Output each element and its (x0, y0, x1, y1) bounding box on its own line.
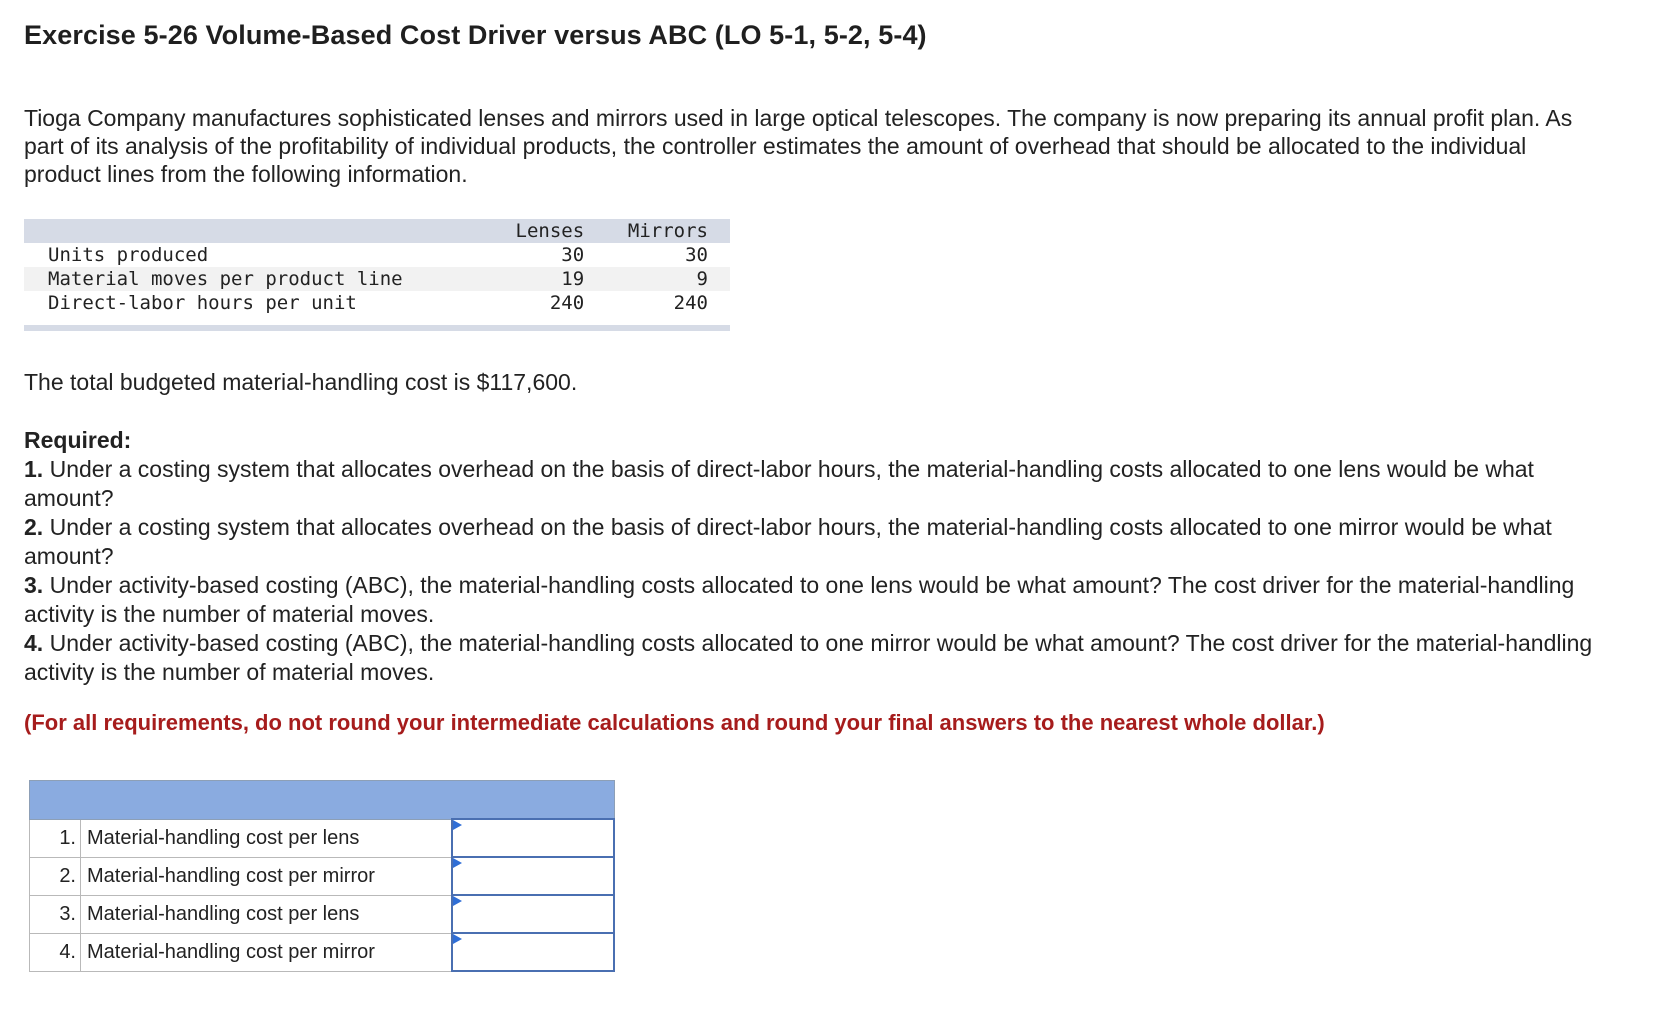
required-item-number: 4. (24, 630, 44, 656)
answer-header-cell (30, 781, 615, 820)
answer-row (30, 933, 615, 971)
lenses-value: 240 (549, 292, 585, 314)
product-data-table (24, 219, 730, 315)
table-row (24, 243, 730, 267)
required-item-number: 2. (24, 514, 44, 540)
required-item (24, 571, 1604, 629)
intro-paragraph: Tioga Company manufactures sophisticated lenses and mirrors used in large optical telescopes. The company is now preparing its annual profit plan. As part of its analysis of the profitability of individual products, the controller estimates the amount of overhead that should be allocated to the individual product lines from the following information. (24, 105, 1573, 187)
mirrors-value: 30 (685, 244, 708, 266)
row-label: Direct-labor hours per unit (48, 292, 357, 314)
mirrors-value: 9 (696, 268, 708, 290)
required-item-number: 1. (24, 456, 44, 482)
row-label: Material moves per product line (48, 268, 403, 290)
answer-table (29, 780, 615, 972)
required-item-text: Under a costing system that allocates overhead on the basis of direct-labor hours, the material-handling costs allocated to one lens would be what amount? (24, 456, 1534, 511)
lenses-value: 30 (561, 244, 585, 266)
answer-input-4[interactable] (453, 936, 613, 968)
input-flag-icon (453, 934, 462, 944)
answer-input-2[interactable] (453, 860, 613, 892)
answer-row (30, 819, 615, 857)
answer-row-number: 1. (30, 819, 81, 857)
answer-input-3[interactable] (453, 898, 613, 930)
required-section (24, 426, 1604, 687)
answer-input-cell[interactable] (452, 819, 614, 857)
answer-row-label: Material-handling cost per lens (81, 895, 453, 933)
header-lenses: Lenses (515, 220, 585, 242)
answer-input-cell[interactable] (452, 933, 614, 971)
answer-input-1[interactable] (453, 822, 613, 854)
required-item-text: Under activity-based costing (ABC), the material-handling costs allocated to one lens would be what amount? The cost driver for the material-handling activity is the number of material moves. (24, 572, 1575, 627)
answer-row (30, 857, 615, 895)
answer-input-cell[interactable] (452, 895, 614, 933)
answer-row-label: Material-handling cost per mirror (81, 857, 453, 895)
product-data-header-row (24, 219, 730, 243)
header-mirrors: Mirrors (627, 220, 708, 242)
required-item-text: Under a costing system that allocates overhead on the basis of direct-labor hours, the material-handling costs allocated to one mirror would be what amount? (24, 514, 1552, 569)
required-item-text: Under activity-based costing (ABC), the material-handling costs allocated to one mirror would be what amount? The cost driver for the material-handling activity is the number of material moves. (24, 630, 1593, 685)
answer-row-label: Material-handling cost per lens (81, 819, 453, 857)
table-row (24, 291, 730, 315)
required-item-number: 3. (24, 572, 44, 598)
answer-row (30, 895, 615, 933)
rounding-note: (For all requirements, do not round your intermediate calculations and round your final answers to the nearest whole dollar.) (24, 710, 1325, 735)
input-flag-icon (453, 820, 462, 830)
required-item (24, 513, 1604, 571)
required-item (24, 455, 1604, 513)
answer-row-number: 3. (30, 895, 81, 933)
lenses-value: 19 (561, 268, 585, 290)
answer-row-number: 4. (30, 933, 81, 971)
answer-input-cell[interactable] (452, 857, 614, 895)
total-cost-statement: The total budgeted material-handling cost is $117,600. (24, 369, 578, 395)
answer-row-label: Material-handling cost per mirror (81, 933, 453, 971)
exercise-title: Exercise 5-26 Volume-Based Cost Driver versus ABC (LO 5-1, 5-2, 5-4) (24, 20, 927, 50)
row-label: Units produced (48, 244, 209, 266)
mirrors-value: 240 (673, 292, 708, 314)
table-row (24, 267, 730, 291)
required-item (24, 629, 1604, 687)
answer-row-number: 2. (30, 857, 81, 895)
required-heading: Required: (24, 427, 132, 453)
table-bottom-bar (24, 325, 730, 331)
input-flag-icon (453, 858, 462, 868)
header-blank (24, 219, 462, 243)
answer-header-row (30, 781, 615, 820)
input-flag-icon (453, 896, 462, 906)
